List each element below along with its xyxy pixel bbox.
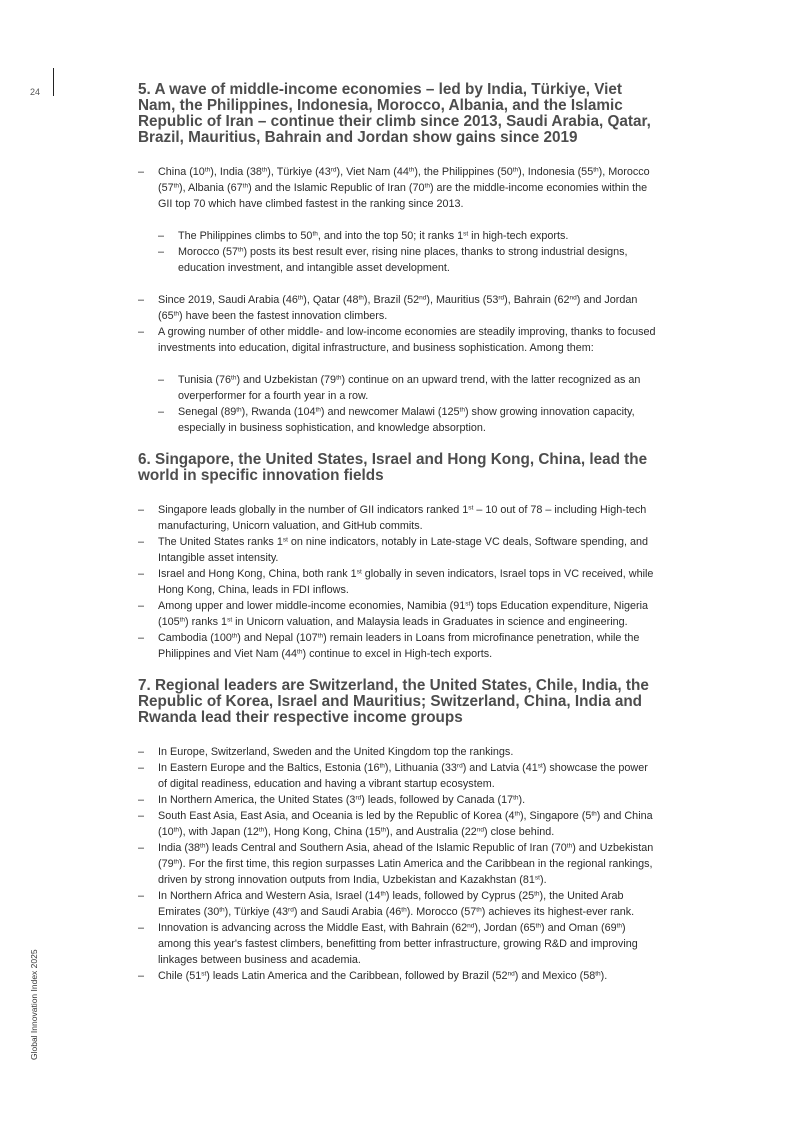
page-content	[138, 82, 658, 984]
sub-bullet-list	[138, 228, 658, 276]
bullet-item: – Cambodia (100th) and Nepal (107th) remain leaders in Loans from microfinance penetration, while the Philippines and Viet Nam (44th) continue to excel in High-tech exports.	[138, 630, 658, 662]
heading-gap	[138, 726, 658, 744]
heading-gap	[138, 146, 658, 164]
bullet-item: – The United States ranks 1st on nine indicators, notably in Late-stage VC deals, Software spending, and Intangible asset intensity.	[138, 534, 658, 566]
sub-bullet-item: – Morocco (57th) posts its best result ever, rising nine places, thanks to strong industrial designs, education investment, and intangible asset development.	[138, 244, 658, 276]
bullet-item: – Singapore leads globally in the number of GII indicators ranked 1st – 10 out of 78 – including High-tech manufacturing, Unicorn valuation, and GitHub commits.	[138, 502, 658, 534]
bullet-list	[138, 292, 658, 356]
list-gap	[138, 212, 658, 228]
bullet-item: – India (38th) leads Central and Southern Asia, ahead of the Islamic Republic of Iran (70th) and Uzbekistan (79th). For the first time, this region surpasses Latin America and the Caribbean in the regional rankings, driven by strong innovation outputs from India, Uzbekistan and Kazakhstan (81st).	[138, 840, 658, 888]
sub-bullet-item: – The Philippines climbs to 50th, and into the top 50; it ranks 1st in high-tech exports.	[138, 228, 658, 244]
sub-bullet-item: – Tunisia (76th) and Uzbekistan (79th) continue on an upward trend, with the latter recognized as an overperformer for a fourth year in a row.	[138, 372, 658, 404]
heading-gap	[138, 484, 658, 502]
bullet-item: – China (10th), India (38th), Türkiye (43rd), Viet Nam (44th), the Philippines (50th), Indonesia (55th), Morocco (57th), Albania (67th) and the Islamic Republic of Iran (70th) are the middle-income economies within the GII top 70 which have climbed fastest in the ranking since 2013.	[138, 164, 658, 212]
bullet-item: – Innovation is advancing across the Middle East, with Bahrain (62nd), Jordan (65th) and Oman (69th) among this year's fastest climbers, benefitting from better infrastructure, growing R&D and improving linkages between business and academia.	[138, 920, 658, 968]
bullet-item: – South East Asia, East Asia, and Oceania is led by the Republic of Korea (4th), Singapore (5th) and China (10th), with Japan (12th), Hong Kong, China (15th), and Australia (22nd) close behind.	[138, 808, 658, 840]
section-heading: 5. A wave of middle-income economies – led by India, Türkiye, Viet Nam, the Philippines, Indonesia, Morocco, Albania, and the Islamic Republic of Iran – continue their climb since 2013, Saudi Arabia, Qatar, Brazil, Mauritius, Bahrain and Jordan show gains since 2019	[138, 81, 651, 146]
bullet-item: – A growing number of other middle- and low-income economies are steadily improving, thanks to focused investments into education, digital infrastructure, and business sophistication. Among them:	[138, 324, 658, 356]
bullet-item: – In Europe, Switzerland, Sweden and the United Kingdom top the rankings.	[138, 744, 658, 760]
bullet-item: – In Northern America, the United States (3rd) leads, followed by Canada (17th).	[138, 792, 658, 808]
list-gap	[138, 276, 658, 292]
page-number: 24	[30, 87, 41, 97]
section-heading: 7. Regional leaders are Switzerland, the United States, Chile, India, the Republic of Korea, Israel and Mauritius; Switzerland, China, India and Rwanda lead their respective income groups	[138, 677, 649, 726]
section-gap	[138, 436, 658, 452]
list-gap	[138, 356, 658, 372]
bullet-item: – Israel and Hong Kong, China, both rank 1st globally in seven indicators, Israel tops in VC received, while Hong Kong, China, leads in FDI inflows.	[138, 566, 658, 598]
bullet-item: – Among upper and lower middle-income economies, Namibia (91st) tops Education expenditure, Nigeria (105th) ranks 1st in Unicorn valuation, and Malaysia leads in Graduates in science and engineering.	[138, 598, 658, 630]
running-title: Global Innovation Index 2025	[29, 949, 39, 1060]
bullet-list	[138, 164, 658, 212]
bullet-item: – Since 2019, Saudi Arabia (46th), Qatar (48th), Brazil (52nd), Mauritius (53rd), Bahrain (62nd) and Jordan (65th) have been the fastest innovation climbers.	[138, 292, 658, 324]
page-number-rule	[53, 68, 54, 96]
bullet-item: – Chile (51st) leads Latin America and the Caribbean, followed by Brazil (52nd) and Mexico (58th).	[138, 968, 658, 984]
bullet-item: – In Eastern Europe and the Baltics, Estonia (16th), Lithuania (33rd) and Latvia (41st) showcase the power of digital readiness, education and having a vibrant startup ecosystem.	[138, 760, 658, 792]
section-gap	[138, 662, 658, 678]
bullet-list	[138, 502, 658, 662]
bullet-item: – In Northern Africa and Western Asia, Israel (14th) leads, followed by Cyprus (25th), the United Arab Emirates (30th), Türkiye (43rd) and Saudi Arabia (46th). Morocco (57th) achieves its highest-ever rank.	[138, 888, 658, 920]
bullet-list	[138, 744, 658, 984]
section-heading: 6. Singapore, the United States, Israel and Hong Kong, China, lead the world in specific innovation fields	[138, 451, 648, 484]
sub-bullet-list	[138, 372, 658, 436]
sub-bullet-item: – Senegal (89th), Rwanda (104th) and newcomer Malawi (125th) show growing innovation capacity, especially in business sophistication, and knowledge absorption.	[138, 404, 658, 436]
